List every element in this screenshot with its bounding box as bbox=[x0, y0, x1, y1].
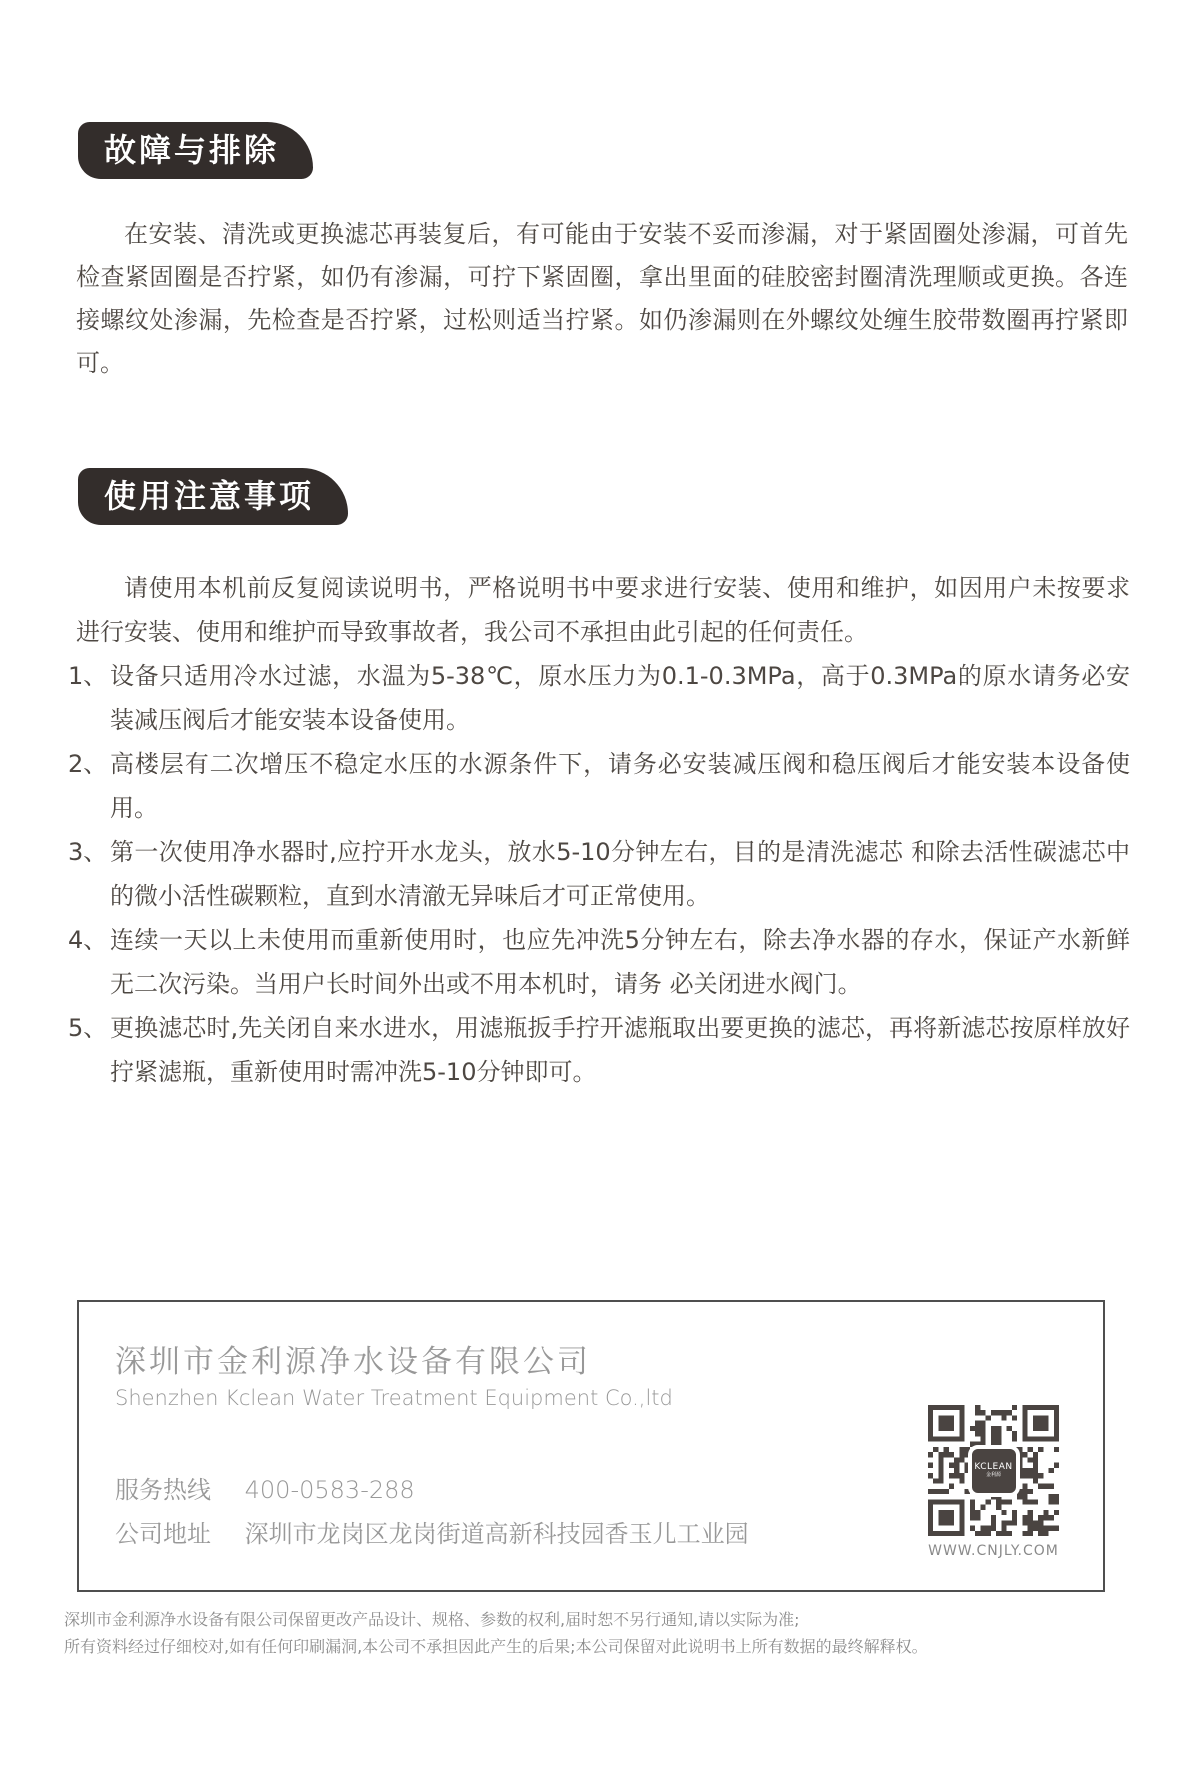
list-item-text: 连续一天以上未使用而重新使用时，也应先冲洗5分钟左右，除去净水器的存水，保证产水新鲜无二次污染。当用户长时间外出或不用本机时，请务 必关闭进水阀门。 bbox=[110, 926, 1130, 998]
usage-intro-paragraph: 请使用本机前反复阅读说明书，严格说明书中要求进行安装、使用和维护，如因用户未按要求进行安装、使用和维护而导致事故者，我公司不承担由此引起的任何责任。 bbox=[76, 574, 1130, 646]
list-item-text: 更换滤芯时,先关闭自来水进水，用滤瓶扳手拧开滤瓶取出要更换的滤芯，再将新滤芯按原样放好拧紧滤瓶，重新使用时需冲洗5-10分钟即可。 bbox=[110, 1014, 1130, 1086]
disclaimer-line-2: 所有资料经过仔细校对,如有任何印刷漏洞,本公司不承担因此产生的后果;本公司保留对此说明书上所有数据的最终解释权。 bbox=[64, 1637, 928, 1656]
list-item bbox=[68, 1006, 1130, 1094]
qr-block bbox=[928, 1405, 1059, 1559]
troubleshooting-paragraph: 在安装、清洗或更换滤芯再装复后，有可能由于安装不妥而渗漏，对于紧固圈处渗漏，可首先检查紧固圈是否拧紧，如仍有渗漏，可拧下紧固圈，拿出里面的硅胶密封圈清洗理顺或更换。各连接螺纹处渗漏，先检查是否拧紧，过松则适当拧紧。如仍渗漏则在外螺纹处缠生胶带数圈再拧紧即可。 bbox=[76, 220, 1128, 377]
footer-disclaimer bbox=[64, 1606, 1144, 1660]
section-badge-troubleshooting: 故障与排除 bbox=[78, 122, 313, 179]
section-badge-usage-precautions: 使用注意事项 bbox=[78, 468, 348, 525]
list-item bbox=[68, 830, 1130, 918]
qr-brand-text: KCLEAN bbox=[974, 1462, 1013, 1472]
company-info-box bbox=[77, 1300, 1105, 1592]
company-name-cn: 深圳市金利源净水设备有限公司 bbox=[115, 1344, 591, 1380]
list-item bbox=[68, 654, 1130, 742]
list-item-text: 第一次使用净水器时,应拧开水龙头，放水5-10分钟左右，目的是清洗滤芯 和除去活性碳滤芯中的微小活性碳颗粒，直到水清澈无异味后才可正常使用。 bbox=[110, 838, 1130, 910]
company-name-en: Shenzhen Kclean Water Treatment Equipment Co.,ltd bbox=[115, 1386, 673, 1410]
list-item-text: 高楼层有二次增压不稳定水压的水源条件下，请务必安装减压阀和稳压阀后才能安装本设备使用。 bbox=[110, 750, 1130, 822]
company-address-row bbox=[115, 1514, 749, 1549]
service-hotline-row bbox=[115, 1470, 415, 1505]
disclaimer-line-1: 深圳市金利源净水设备有限公司保留更改产品设计、规格、参数的权利,届时恕不另行通知,请以实际为准; bbox=[64, 1610, 800, 1629]
hotline-label: 服务热线 bbox=[115, 1476, 211, 1504]
list-item-number: 1、 bbox=[68, 662, 108, 690]
list-item-text: 设备只适用冷水过滤，水温为5-38℃，原水压力为0.1-0.3MPa，高于0.3MPa的原水请务必安装减压阀后才能安装本设备使用。 bbox=[110, 662, 1130, 734]
list-item bbox=[68, 742, 1130, 830]
hotline-number: 400-0583-288 bbox=[244, 1476, 415, 1504]
list-item-number: 4、 bbox=[68, 926, 108, 954]
list-item-number: 2、 bbox=[68, 750, 108, 778]
list-item-number: 3、 bbox=[68, 838, 108, 866]
address-label: 公司地址 bbox=[115, 1520, 211, 1548]
address-value: 深圳市龙岗区龙岗街道高新科技园香玉儿工业园 bbox=[244, 1520, 749, 1548]
kclean-logo-icon bbox=[968, 1445, 1020, 1497]
website-url: WWW.CNJLY.COM bbox=[928, 1543, 1059, 1559]
list-item bbox=[68, 918, 1130, 1006]
qr-code bbox=[928, 1405, 1059, 1536]
usage-precautions-section bbox=[68, 566, 1130, 1094]
qr-brand-subtext: 金利源 bbox=[985, 1472, 1001, 1478]
list-item-number: 5、 bbox=[68, 1014, 108, 1042]
